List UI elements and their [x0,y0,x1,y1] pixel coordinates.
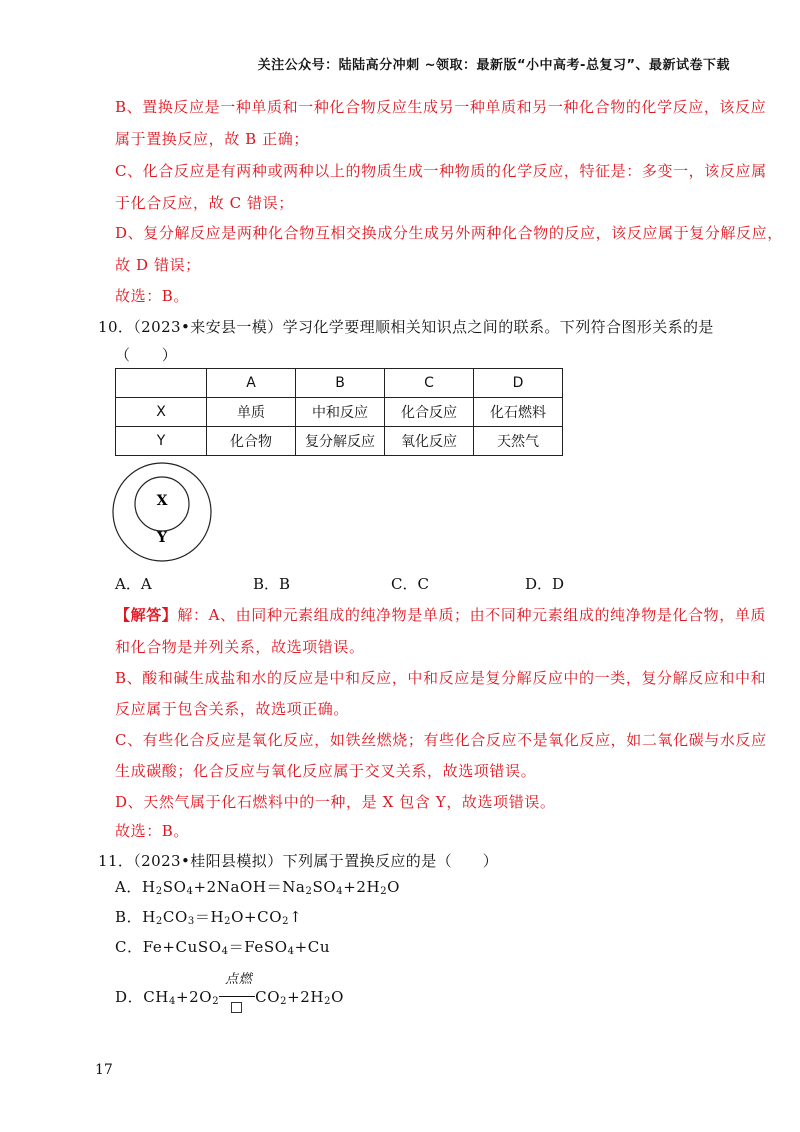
answer-options [115,573,564,594]
solution-line: B、置换反应是一种单质和一种化合物反应生成另一种单质和另一种化合物的化学反应，该反应 [115,98,767,116]
table-cell: 化合物 [207,427,296,456]
table-cell: 化合反应 [385,398,474,427]
option-label: C． [115,938,143,956]
solution-answer: 故选：B。 [115,287,190,305]
solution-line: D、复分解反应是两种化合物互相交换成分生成另外两种化合物的反应，该反应属于复分解反应， [115,224,783,242]
solution-line: 属于置换反应，故 B 正确； [115,130,309,148]
solution-line: D、天然气属于化石燃料中的一种，是 X 包含 Y，故选项错误。 [115,793,556,811]
page-header: 关注公众号：陆陆高分冲刺 ~领取：最新版“小中高考-总复习”、最新试卷下载 [257,58,730,73]
solution-tag: 【解答】 [115,606,178,624]
solution-line: C、有些化合反应是氧化反应，如铁丝燃烧；有些化合反应不是氧化反应，如二氧化碳与水反应 [115,731,767,749]
option-label: A． [115,878,143,896]
solution-text: 解：A、由同种元素组成的纯净物是单质；由不同种元素组成的纯净物是化合物，单质 [177,606,767,624]
solution-line: 生成碳酸；化合反应与氧化反应属于交叉关系，故选项错误。 [115,762,537,780]
page-number: 17 [95,1062,113,1078]
placeholder-box-icon [231,1002,242,1013]
solution-answer: 故选：B。 [115,822,190,840]
table-cell: A [207,369,296,398]
venn-diagram [110,460,214,564]
table-cell: C [385,369,474,398]
equation-option-c[interactable] [115,936,330,957]
equation: Fe+CuSO$_4$＝FeSO$_4$+Cu [142,938,331,957]
outer-label: Y [157,530,167,546]
option-a[interactable]: A．A [115,575,152,593]
outer-circle [113,463,211,561]
option-b[interactable]: B．B [253,575,291,593]
option-label: B． [115,908,143,926]
table-cell: D [474,369,563,398]
question-stem: 10．（2023•来安县一模）学习化学要理顺相关知识点之间的联系。下列符合图形关系的是 [98,318,714,336]
question-blank: （ ） [115,346,178,364]
option-c[interactable]: C．C [391,575,429,593]
solution-line: C、化合反应是有两种或两种以上的物质生成一种物质的化学反应，特征是：多变一，该反应属 [115,162,767,180]
equation-option-b[interactable] [115,906,302,927]
table-cell: X [116,398,207,427]
solution-line: 于化合反应，故 C 错误； [115,194,294,212]
solution-line: 故 D 错误； [115,256,201,274]
solution-line: 反应属于包含关系，故选项正确。 [115,700,350,718]
equation-option-a[interactable] [115,876,400,897]
table-cell [116,369,207,398]
equation: $H_2SO_4+2NaOH=Na_2SO_4+2H_2O$ [142,878,401,897]
table-cell: 单质 [207,398,296,427]
equation: $CH_4+2O_2$ 点燃 $CO_2+2H_2O$ [143,988,344,1006]
relation-table [115,368,563,456]
table-cell: 中和反应 [296,398,385,427]
solution-line: 和化合物是并列关系，故选项错误。 [115,638,365,656]
question-stem: 11．（2023•桂阳县模拟）下列属于置换反应的是（ ） [98,852,499,870]
option-d[interactable]: D．D [525,575,565,593]
table-cell: B [296,369,385,398]
solution-line [115,604,766,625]
inner-label: X [156,493,168,509]
equation: $H_2CO_3=H_2O+CO_2↑$ [142,908,303,927]
table-cell: Y [116,427,207,456]
reaction-condition: 点燃 [225,972,253,987]
table-cell: 氧化反应 [385,427,474,456]
table-cell: 复分解反应 [296,427,385,456]
table-row [116,427,563,456]
solution-line: B、酸和碱生成盐和水的反应是中和反应，中和反应是复分解反应中的一类，复分解反应和中和 [115,669,767,687]
option-label: D． [115,988,144,1006]
table-row [116,369,563,398]
table-cell: 天然气 [474,427,563,456]
table-cell: 化石燃料 [474,398,563,427]
reaction-arrow-line [219,996,255,997]
table-row [116,398,563,427]
equation-option-d[interactable] [115,972,344,1007]
